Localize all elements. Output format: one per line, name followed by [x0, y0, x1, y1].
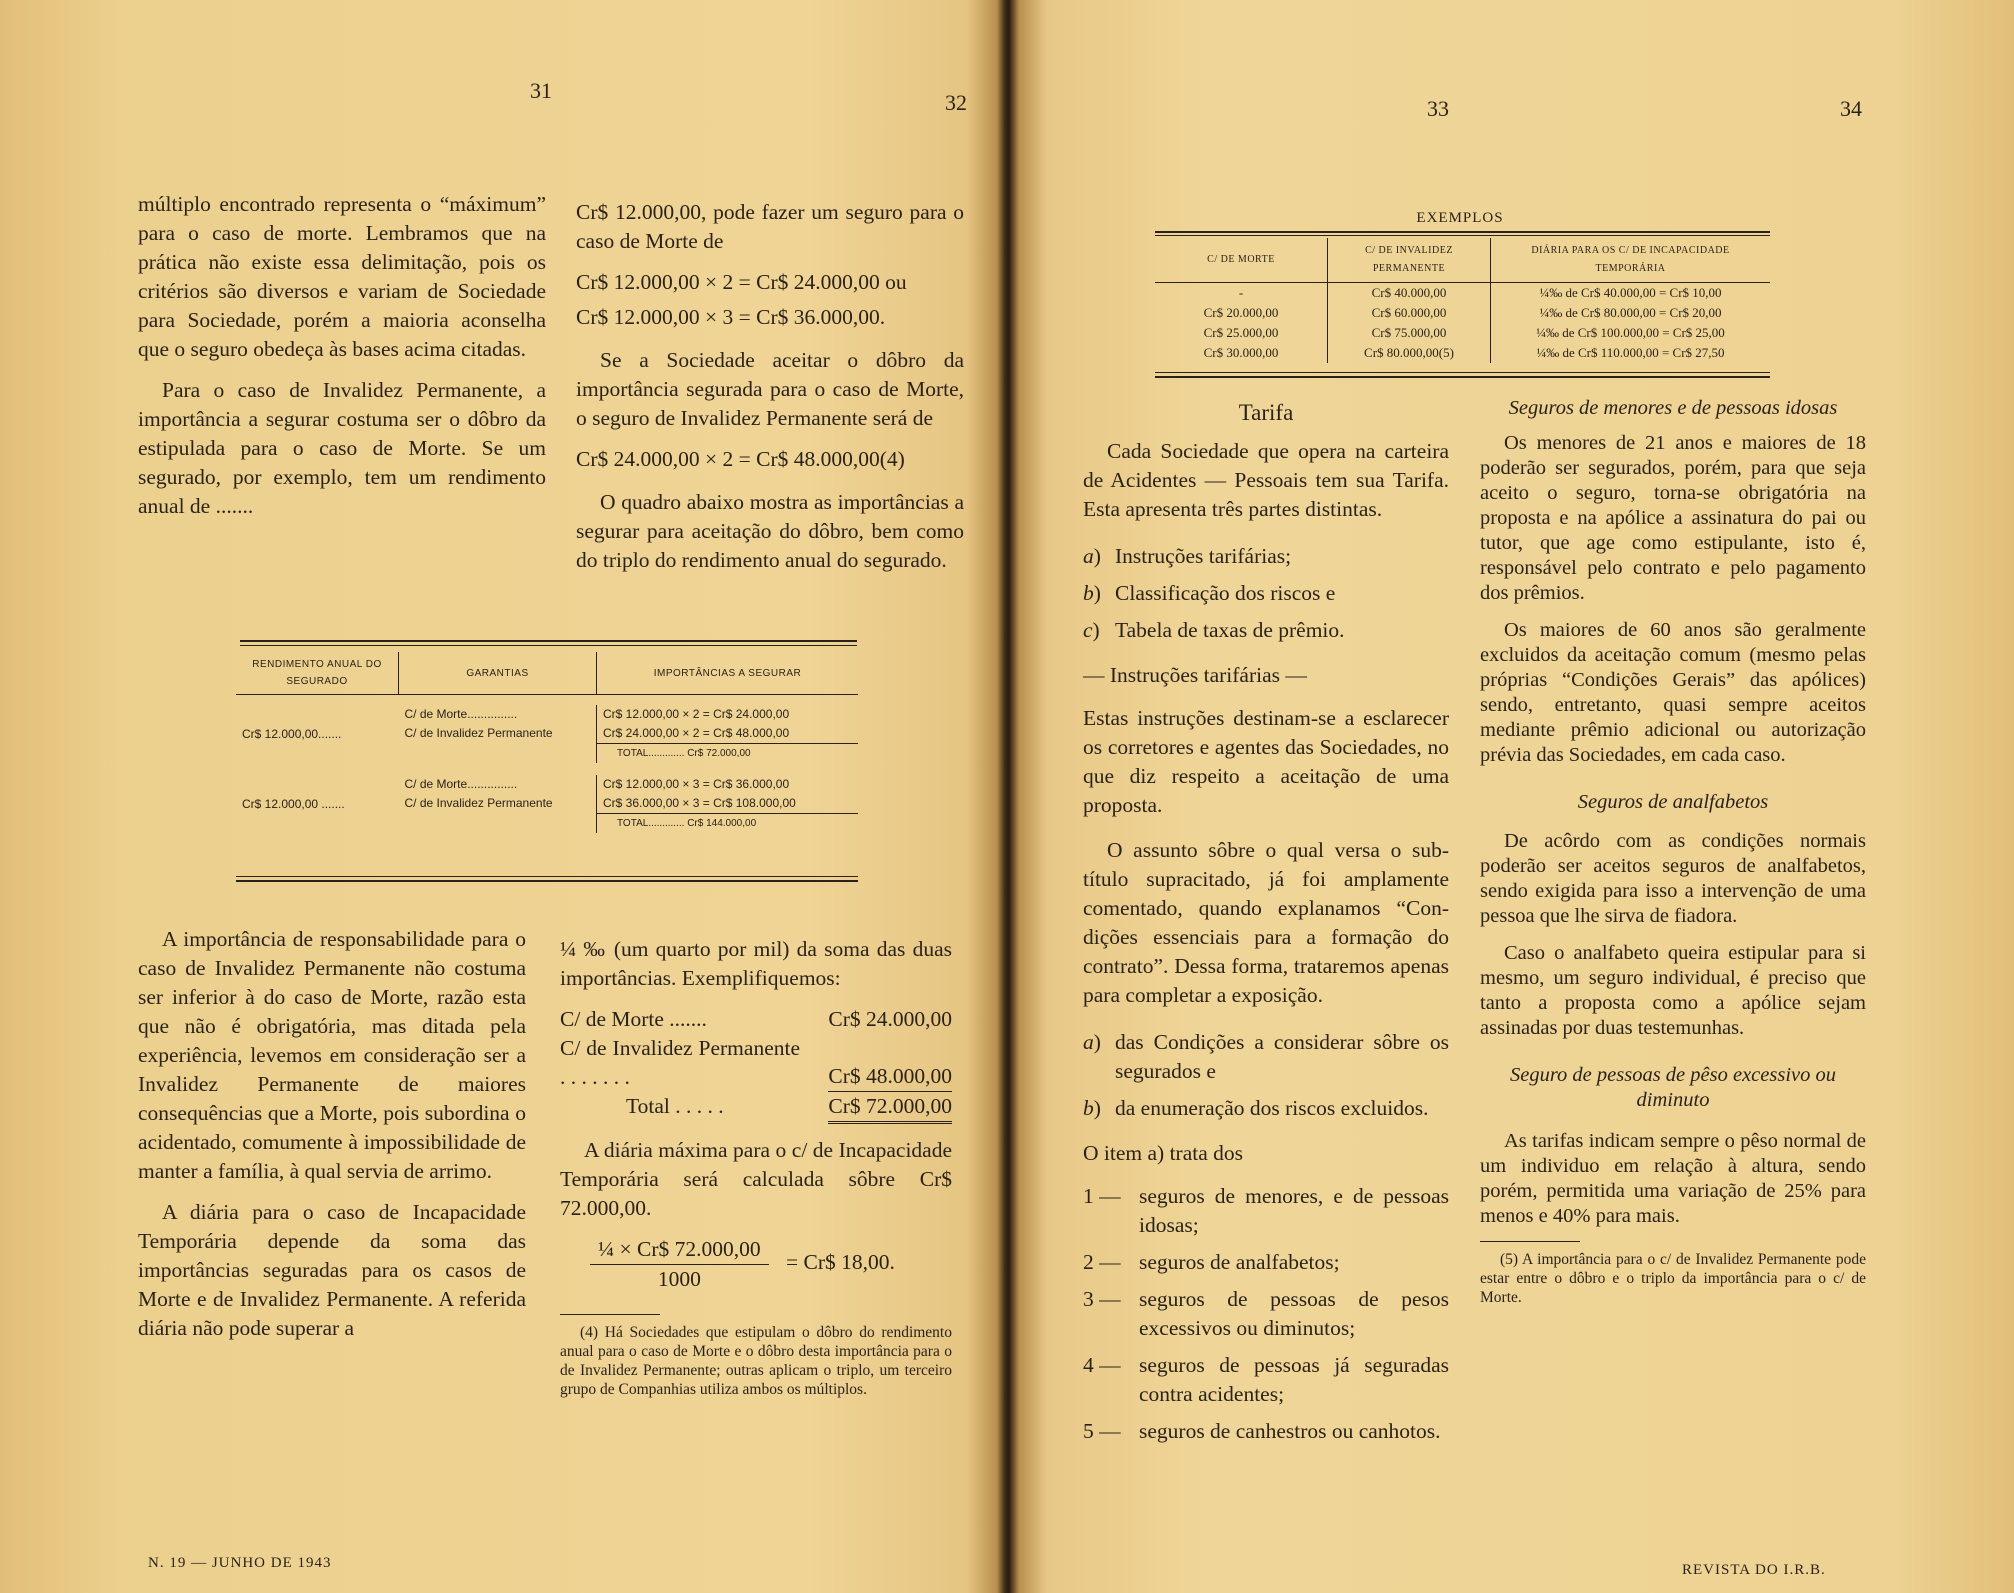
table-cell: C/ de Invalidez Permanente [399, 794, 597, 814]
section-title: Seguros de menores e de pessoas idosas [1508, 397, 1838, 419]
sum-value: Cr$ 72.000,00 [828, 1092, 952, 1124]
equation: Cr$ 24.000,00 × 2 = Cr$ 48.000,00(4) [576, 447, 905, 471]
table-row [236, 705, 858, 724]
table-row [1155, 323, 1770, 343]
list-item: b) Classificação dos riscos e [1083, 581, 1336, 605]
fraction-result: = Cr$ 18,00. [786, 1250, 895, 1275]
table-cell: C/ de Invalidez Permanente [399, 724, 597, 744]
table-rule [1155, 372, 1770, 373]
sum-row [560, 1034, 952, 1092]
sum-value: Cr$ 24.000,00 [828, 1007, 952, 1031]
table-cell: Cr$ 60.000,00 [1328, 303, 1491, 323]
table-cell: Cr$ 12.000,00 × 2 = Cr$ 24.000,00 [603, 707, 790, 721]
paragraph: Estas instruções destinam-se a esclarecer os corretores e agentes das Sociedades, no que diz respeito a aceitação de uma proposta. [1083, 706, 1449, 817]
sum-label: C/ de Morte ....... [560, 1007, 707, 1031]
table-header: RENDIMENTO ANUAL DO SEGURADO [236, 652, 399, 695]
table-cell: Cr$ 25.000,00 [1155, 323, 1328, 343]
paragraph: Os maiores de 60 anos são geralmente excluidos da aceitação comum (mesmo pelas próprias “Condições Gerais” das apólices) sendo, entretanto, quasi sempre aceitos mediante prêmio adicional ou autorização prévia das Sociedades, em cada caso. [1480, 619, 1866, 766]
table-rule [1155, 376, 1770, 378]
paragraph: O assunto sôbre o qual versa o subtítulo supracitado, já foi amplamente comentado, quando explanamos “Condições essenciais para a formação do contrato”. Dessa forma, trataremos apenas para completar a exposição. [1083, 838, 1449, 1007]
paragraph: Cr$ 12.000,00, pode fazer um seguro para o caso de Morte de [576, 200, 964, 253]
paragraph: O quadro abaixo mostra as importâncias a segurar para aceitação do dôbro, bem como do triplo do rendimento anual do segurado. [576, 490, 964, 572]
table-rule [240, 645, 857, 646]
table-total: TOTAL............. Cr$ 144.000,00 [617, 818, 757, 829]
list-item: 3 — seguros de pessoas de pesos excessivos ou diminutos; [1083, 1287, 1449, 1340]
table-cell: Cr$ 40.000,00 [1328, 283, 1491, 304]
table-header: IMPORTÂNCIAS A SEGURAR [653, 667, 802, 679]
paragraph: A diária máxima para o c/ de Incapacidade Temporária será calculada sôbre Cr$ 72.000,00. [560, 1138, 952, 1220]
sum-row [560, 1005, 952, 1034]
table-cell: Cr$ 12.000,00 × 3 = Cr$ 36.000,00 [603, 777, 790, 791]
table-total: TOTAL............. Cr$ 72.000,00 [617, 748, 751, 759]
table-cell: C/ de Morte............... [399, 775, 597, 794]
page-number-33: 33 [1427, 96, 1449, 121]
paragraph: Cada Sociedade que opera na carteira de Acidentes — Pessoais tem sua Tarifa. Esta apresenta três partes distintas. [1083, 439, 1449, 521]
paragraph: Os menores de 21 anos e maiores de 18 poderão ser segurados, porém, para que seja aceito o seguro, torna-se obrigatória na proposta e na apólice a assinatura do pai ou tutor, que age como estipulante, isto é, responsável pelo contrato e pelo pagamento dos prêmios. [1480, 432, 1866, 604]
table-cell: - [1155, 283, 1328, 304]
paragraph: A diária para o caso de Incapacidade Temporária depende da soma das importâncias seguradas para os casos de Morte e de Invalidez Permanente. A referida diária não pode superar a [138, 1200, 526, 1340]
sum-row [560, 1092, 952, 1124]
subsection-title: — Instruções tarifárias — [1083, 663, 1307, 687]
column-1 [138, 190, 546, 533]
table-cell: ¼‰ de Cr$ 40.000,00 = Cr$ 10,00 [1539, 285, 1722, 300]
paragraph: múltiplo encontrado representa o “máximum” para o caso de morte. Lembramos que na prática não existe essa delimitação, pois os critérios são diversos e variam de Sociedade para Sociedade, porém a maioria aconselha que o seguro obedeça às bases acima citadas. [138, 192, 546, 361]
page-number-34: 34 [1840, 96, 1862, 121]
examples-table [1155, 238, 1770, 363]
paragraph: A importância de responsabilidade para o caso de Invalidez Permanente não costuma ser inferior à do caso de Morte, razão esta que não é obrigatória, mas ditada pela experiência, levemos em consideração ser a Invalidez Permanente de maiores consequências que a Morte, pois subordina o acidentado, comumente à impossibilidade de manter a família, à qual servia de arrimo. [138, 927, 526, 1183]
sum-label: Total . . . . . [626, 1094, 724, 1118]
footnote: (5) A importância para o c/ de Invalidez Permanente pode estar entre o dôbro e o triplo da importância para o c/ de Morte. [1480, 1251, 1866, 1306]
table-cell: Cr$ 12.000,00 ....... [242, 796, 345, 811]
table-cell: Cr$ 30.000,00 [1155, 343, 1328, 363]
footnote: (4) Há Sociedades que estipulam o dôbro do rendimento anual para o caso de Morte e o dôbro desta importância para o de Invalidez Permanente; outras aplicam o triplo, um terceiro grupo de Companhias utiliza ambos os múltiplos. [560, 1324, 952, 1398]
table-rule [1155, 235, 1770, 236]
table-rule [1155, 231, 1770, 233]
footnote-rule [1480, 1241, 1580, 1242]
page-number-31: 31 [530, 78, 552, 103]
column-3 [138, 925, 526, 1355]
table-title: EXEMPLOS [1416, 210, 1504, 226]
table-cell: ¼‰ de Cr$ 80.000,00 = Cr$ 20,00 [1539, 305, 1722, 320]
footer-issue: N. 19 — JUNHO DE 1943 [148, 1555, 332, 1571]
fraction-equation [590, 1235, 952, 1294]
section-title: Tarifa [1238, 400, 1294, 425]
table-cell: Cr$ 36.000,00 × 3 = Cr$ 108.000,00 [597, 794, 859, 814]
column-4 [560, 935, 952, 1411]
section-title: Seguros de analfabetos [1577, 791, 1769, 813]
column-5 [1083, 398, 1449, 1454]
table-header: C/ DE MORTE [1155, 238, 1328, 283]
table-header: C/ DE INVALIDEZ PERMANENTE [1328, 238, 1491, 283]
table-rule [236, 880, 858, 882]
list-item: 4 — seguros de pessoas já seguradas contra acidentes; [1083, 1353, 1449, 1406]
column-2 [576, 198, 964, 587]
table-cell: Cr$ 24.000,00 × 2 = Cr$ 48.000,00 [597, 724, 859, 744]
fraction-denominator: 1000 [657, 1267, 701, 1291]
insurance-table [236, 652, 858, 833]
paragraph: ¼ ‰ (um quarto por mil) da soma das duas importâncias. Exemplifiquemos: [560, 937, 952, 990]
table-header: GARANTIAS [399, 652, 597, 695]
paragraph: Para o caso de Invalidez Permanente, a importância a segurar costuma ser o dôbro da estipulada para o caso de Morte. Se um segurado, por exemplo, tem um rendimento anual de ....... [138, 378, 546, 518]
table-row [1155, 303, 1770, 323]
footnote-rule [560, 1314, 660, 1315]
table-cell: Cr$ 20.000,00 [1155, 303, 1328, 323]
equation: Cr$ 12.000,00 × 3 = Cr$ 36.000,00. [576, 305, 886, 329]
page-number-32: 32 [945, 90, 967, 115]
list-item: a) Instruções tarifárias; [1083, 544, 1292, 568]
sum-value: Cr$ 48.000,00 [828, 1062, 952, 1092]
table-cell: ¼‰ de Cr$ 110.000,00 = Cr$ 27,50 [1536, 345, 1725, 360]
list-item: a) das Condições a considerar sôbre os segurados e [1083, 1030, 1449, 1083]
table-rule [236, 876, 858, 877]
list-item: c) Tabela de taxas de prêmio. [1083, 618, 1345, 642]
fraction-numerator: ¼ × Cr$ 72.000,00 [590, 1235, 769, 1265]
paragraph: De acôrdo com as condições normais poderão ser aceitos seguros de analfabetos, sendo exigida para isso a intervenção de uma pessoa que lhe sirva de fiadora. [1480, 830, 1866, 927]
list-item: 1 — seguros de menores, e de pessoas idosas; [1083, 1184, 1449, 1237]
table-row [1155, 283, 1770, 304]
column-6 [1480, 396, 1866, 1319]
sum-label: C/ de Invalidez Permanente . . . . . . . [560, 1036, 800, 1089]
table-cell: Cr$ 75.000,00 [1328, 323, 1491, 343]
footer-journal: REVISTA DO I.R.B. [1682, 1562, 1826, 1578]
table-cell: C/ de Morte............... [399, 705, 597, 724]
table-cell: Cr$ 12.000,00....... [242, 726, 342, 741]
table-cell: ¼‰ de Cr$ 100.000,00 = Cr$ 25,00 [1536, 325, 1725, 340]
paragraph: Se a Sociedade aceitar o dôbro da importância segurada para o caso de Morte, o seguro de Invalidez Permanente será de [576, 348, 964, 430]
list-item: 5 — seguros de canhestros ou canhotos. [1083, 1419, 1441, 1443]
equation: Cr$ 12.000,00 × 2 = Cr$ 24.000,00 ou [576, 270, 907, 294]
table-row [1155, 343, 1770, 363]
paragraph: Caso o analfabeto queira estipular para si mesmo, um seguro individual, é preciso que tanto a proposta como a apólice sejam assinadas por duas testemunhas. [1480, 942, 1866, 1039]
paragraph: O item a) trata dos [1083, 1141, 1244, 1165]
table-header: DIÁRIA PARA OS C/ DE INCAPACIDADE TEMPORÁRIA [1531, 245, 1730, 274]
table-cell: Cr$ 80.000,00(5) [1328, 343, 1491, 363]
table-rule [240, 640, 857, 642]
paragraph: As tarifas indicam sempre o pêso normal de um individuo em relação à altura, sendo porém, permitida uma variação de 25% para menos e 40% para mais. [1480, 1130, 1866, 1227]
section-title: Seguro de pessoas de pêso excessivo ou diminuto [1509, 1064, 1837, 1111]
list-item: 2 — seguros de analfabetos; [1083, 1250, 1340, 1274]
table-row [236, 775, 858, 794]
list-item: b) da enumeração dos riscos excluidos. [1083, 1096, 1429, 1120]
